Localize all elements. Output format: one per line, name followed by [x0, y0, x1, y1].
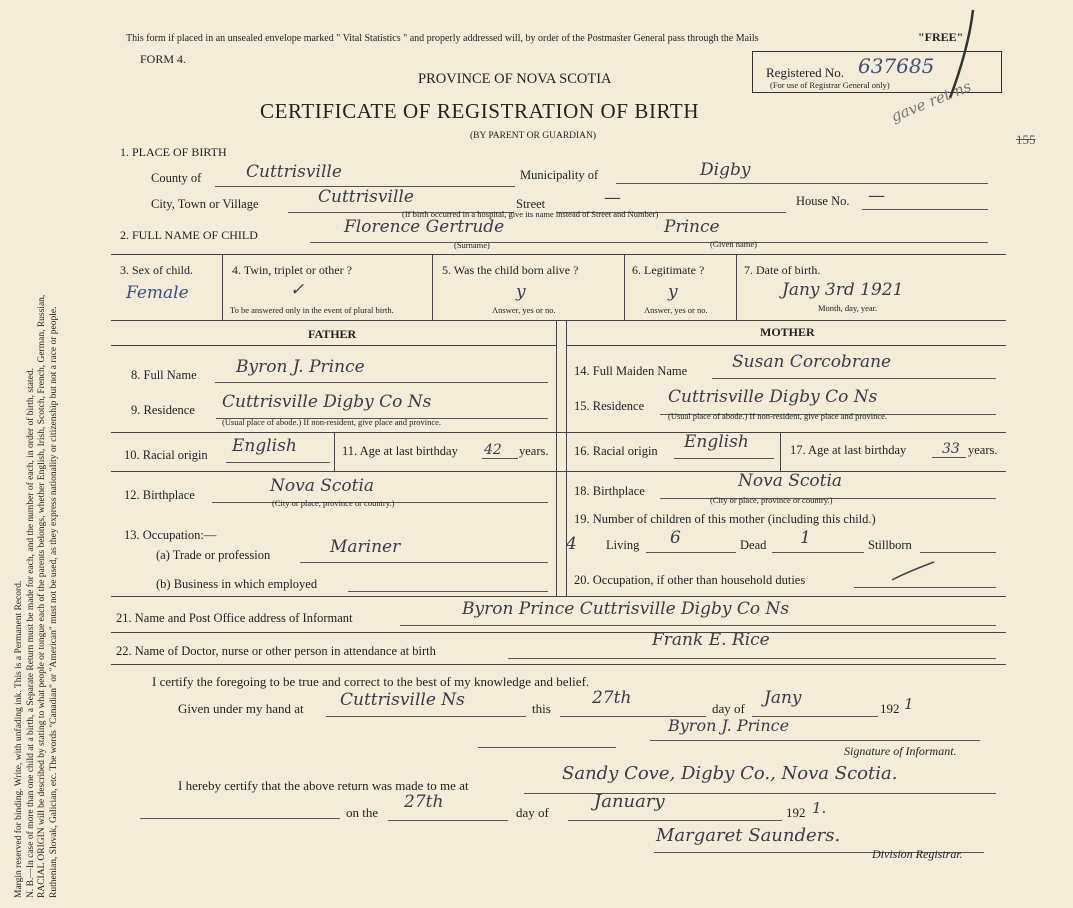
informant-signature-label: Signature of Informant. [844, 744, 957, 758]
margin-note-line2: N. B.—In case of more than one child at a birth, a Separate Return must be made for each, and the number of each, in order of birth, stated. [25, 368, 36, 898]
certificate-title: CERTIFICATE OF REGISTRATION OF BIRTH [260, 99, 700, 123]
registered-note: (For use of Registrar General only) [770, 80, 890, 90]
house-label: House No. [796, 194, 850, 208]
legitimate-note: Answer, yes or no. [644, 305, 708, 315]
hospital-note: (If birth occurred in a hospital, give its name instead of Street and Number) [402, 209, 659, 219]
sex-label: 3. Sex of child. [120, 263, 193, 277]
sex-value: Female [126, 283, 189, 303]
father-name-value: Byron J. Prince [236, 357, 365, 377]
father-business-line [348, 591, 548, 592]
street-label: Street [516, 197, 546, 211]
child-name-line [310, 242, 988, 243]
racial-row-top [111, 432, 1006, 433]
doctor-label: 22. Name of Doctor, nurse or other person in attendance at birth [116, 644, 436, 658]
given-this-label: this [532, 701, 551, 716]
alive-value: y [516, 282, 526, 302]
twin-note: To be answered only in the event of plural birth. [230, 305, 394, 315]
row3-top-rule [111, 254, 1006, 255]
parents-bottom-rule [111, 596, 1006, 597]
mother-birthplace-note: (City or place, province or country.) [710, 495, 833, 505]
form-number: FORM 4. [140, 52, 187, 66]
row3-divider-2 [432, 254, 433, 320]
struck-mark: 155 [1016, 132, 1036, 147]
mother-heading-rule [566, 345, 1006, 346]
father-name-line [215, 382, 548, 383]
mother-age-years: years. [968, 443, 998, 457]
given-under-label: Given under my hand at [178, 701, 304, 716]
registrar-day-line [388, 820, 508, 821]
mother-birthplace-label: 18. Birthplace [574, 484, 645, 498]
street-value: — [604, 188, 621, 208]
registrar-year-prefix: 192 [786, 805, 806, 820]
row3-divider-3 [624, 254, 625, 320]
father-business-label: (b) Business in which employed [156, 577, 318, 591]
children-mark: 4 [566, 534, 577, 554]
row3-bottom-rule [111, 320, 1006, 321]
given-dayof-label: day of [712, 701, 745, 716]
margin-note-line3: RACIAL ORIGIN will be described by stating to what people or tongue each of the parents belongs, whether English, Irish, Scotch, French, German, Russian, [37, 294, 47, 898]
mother-occupation-line [854, 587, 996, 588]
father-racial-value: English [232, 436, 297, 456]
mother-name-label: 14. Full Maiden Name [574, 364, 688, 378]
house-line [862, 209, 988, 210]
father-trade-line [300, 562, 548, 563]
informant-line [400, 625, 996, 626]
registered-label: Registered No. [766, 65, 844, 80]
father-occupation-label: 13. Occupation:— [124, 528, 217, 542]
registrar-month-line [568, 820, 782, 821]
given-place-value: Cuttrisville Ns [340, 690, 465, 710]
mother-racial-line [674, 458, 774, 459]
father-age-years: years. [519, 444, 549, 458]
short-rule [478, 747, 616, 748]
row3-divider-4 [736, 254, 737, 320]
mother-birthplace-value: Nova Scotia [738, 471, 843, 491]
registrar-statement: I hereby certify that the above return was made to me at [178, 778, 469, 793]
father-trade-value: Mariner [330, 537, 401, 557]
given-month-value: Jany [764, 688, 802, 708]
mother-residence-note: (Usual place of abode.) If non-resident, give place and province. [668, 411, 888, 421]
doctor-value: Frank E. Rice [652, 630, 770, 650]
father-birthplace-value: Nova Scotia [270, 476, 375, 496]
father-name-label: 8. Full Name [131, 368, 197, 382]
province-heading: PROVINCE OF NOVA SCOTIA [418, 71, 612, 87]
informant-label: 21. Name and Post Office address of Informant [116, 611, 353, 625]
twin-label: 4. Twin, triplet or other ? [232, 263, 352, 277]
dob-label: 7. Date of birth. [744, 263, 821, 277]
free-note: "FREE" [918, 30, 964, 44]
father-age-divider [334, 432, 335, 471]
place-of-birth-heading: 1. PLACE OF BIRTH [120, 145, 227, 159]
father-racial-label: 10. Racial origin [124, 448, 208, 462]
child-surname-value: Prince [664, 217, 720, 237]
mother-heading: MOTHER [760, 325, 815, 339]
legitimate-label: 6. Legitimate ? [632, 263, 705, 277]
dead-value: 1 [800, 528, 811, 548]
row3-divider-1 [222, 254, 223, 320]
mother-name-line [712, 378, 996, 379]
registrar-month-value: January [594, 791, 665, 812]
father-age-value: 42 [484, 442, 502, 458]
given-year-value: 1 [904, 695, 914, 713]
county-label: County of [151, 171, 202, 185]
registrar-signature-label: Division Registrar. [872, 847, 963, 861]
father-heading: FATHER [308, 327, 357, 341]
registered-number: 637685 [858, 54, 935, 78]
city-label: City, Town or Village [151, 197, 259, 211]
father-racial-line [226, 462, 330, 463]
living-line [646, 552, 736, 553]
father-residence-value: Cuttrisville Digby Co Ns [222, 392, 432, 412]
margin-note-line4: Ruthenian, Slovak, Galician, etc. The words "Canadian" or "American" must not be used, as they express nationality or citizenship but not a race or people. [48, 306, 59, 898]
father-age-label: 11. Age at last birthday [342, 444, 458, 458]
registrar-on-label: on the [346, 805, 379, 820]
father-trade-label: (a) Trade or profession [156, 548, 271, 562]
father-heading-rule [111, 345, 556, 346]
registrar-lead-line [140, 818, 340, 819]
parents-divider-right [566, 320, 567, 596]
mother-age-value: 33 [942, 441, 960, 457]
mail-note: This form if placed in an unsealed envelope marked " Vital Statistics " and properly addressed will, by order of the Postmaster General pass through the Mails [126, 33, 759, 44]
given-day-value: 27th [592, 688, 632, 708]
county-value: Cuttrisville [246, 162, 342, 182]
mother-residence-label: 15. Residence [574, 399, 645, 413]
dead-line [772, 552, 864, 553]
given-place-line [326, 716, 526, 717]
city-value: Cuttrisville [318, 187, 414, 207]
registrar-place-value: Sandy Cove, Digby Co., Nova Scotia. [562, 763, 898, 784]
mother-age-divider [780, 432, 781, 471]
registrar-day-value: 27th [404, 792, 444, 812]
certificate-subtitle: (BY PARENT OR GUARDIAN) [470, 131, 597, 141]
father-residence-label: 9. Residence [131, 403, 195, 417]
twin-value: ✓ [290, 280, 305, 300]
registrar-year-value: 1. [812, 799, 827, 817]
mother-occupation-label: 20. Occupation, if other than household duties [574, 573, 806, 587]
legitimate-value: y [668, 282, 678, 302]
living-label: Living [606, 538, 640, 552]
registrar-signature-value: Margaret Saunders. [656, 825, 841, 846]
informant-signature-value: Byron J. Prince [668, 716, 790, 735]
father-birthplace-label: 12. Birthplace [124, 488, 195, 502]
given-year-prefix: 192 [880, 701, 900, 716]
alive-label: 5. Was the child born alive ? [442, 263, 579, 277]
alive-note: Answer, yes or no. [492, 305, 556, 315]
registrar-dayof-label: day of [516, 805, 549, 820]
doctor-line [508, 658, 996, 659]
doctor-rule [111, 664, 1006, 665]
given-name-caption: (Given name) [710, 239, 757, 249]
pencil-annotation: gave ret ns [888, 77, 974, 126]
children-count-label: 19. Number of children of this mother (including this child.) [574, 512, 876, 526]
child-name-label: 2. FULL NAME OF CHILD [120, 228, 258, 242]
mother-residence-value: Cuttrisville Digby Co Ns [668, 387, 878, 407]
mother-occupation-dash [888, 560, 938, 584]
stillborn-line [920, 552, 996, 553]
dead-label: Dead [740, 538, 767, 552]
dob-value: Jany 3rd 1921 [782, 280, 904, 300]
informant-value: Byron Prince Cuttrisville Digby Co Ns [462, 599, 790, 619]
surname-caption: (Surname) [454, 240, 490, 250]
municipality-value: Digby [700, 160, 751, 180]
municipality-line [616, 183, 988, 184]
mother-name-value: Susan Corcobrane [732, 352, 892, 372]
parents-divider-left [556, 320, 557, 596]
living-value: 6 [670, 528, 681, 548]
mother-racial-label: 16. Racial origin [574, 444, 658, 458]
father-residence-note: (Usual place of abode.) If non-resident, give place and province. [222, 417, 442, 427]
margin-note-line1: Margin reserved for binding. Write, with unfading ink. This is a Permanent Record. [14, 580, 24, 898]
stillborn-label: Stillborn [868, 538, 912, 552]
house-value: — [868, 186, 885, 206]
mother-racial-value: English [684, 432, 749, 452]
informant-rule [111, 632, 1006, 633]
father-birthplace-note: (City or place, province or country.) [272, 498, 395, 508]
racial-row-bottom [111, 471, 1006, 472]
dob-note: Month, day, year. [818, 303, 878, 313]
certification-statement: I certify the foregoing to be true and correct to the best of my knowledge and belief. [152, 674, 590, 689]
child-given-value: Florence Gertrude [344, 217, 505, 237]
informant-signature-line [650, 740, 980, 741]
margin-notes [14, 18, 60, 898]
mother-age-label: 17. Age at last birthday [790, 443, 907, 457]
municipality-label: Municipality of [520, 168, 599, 182]
